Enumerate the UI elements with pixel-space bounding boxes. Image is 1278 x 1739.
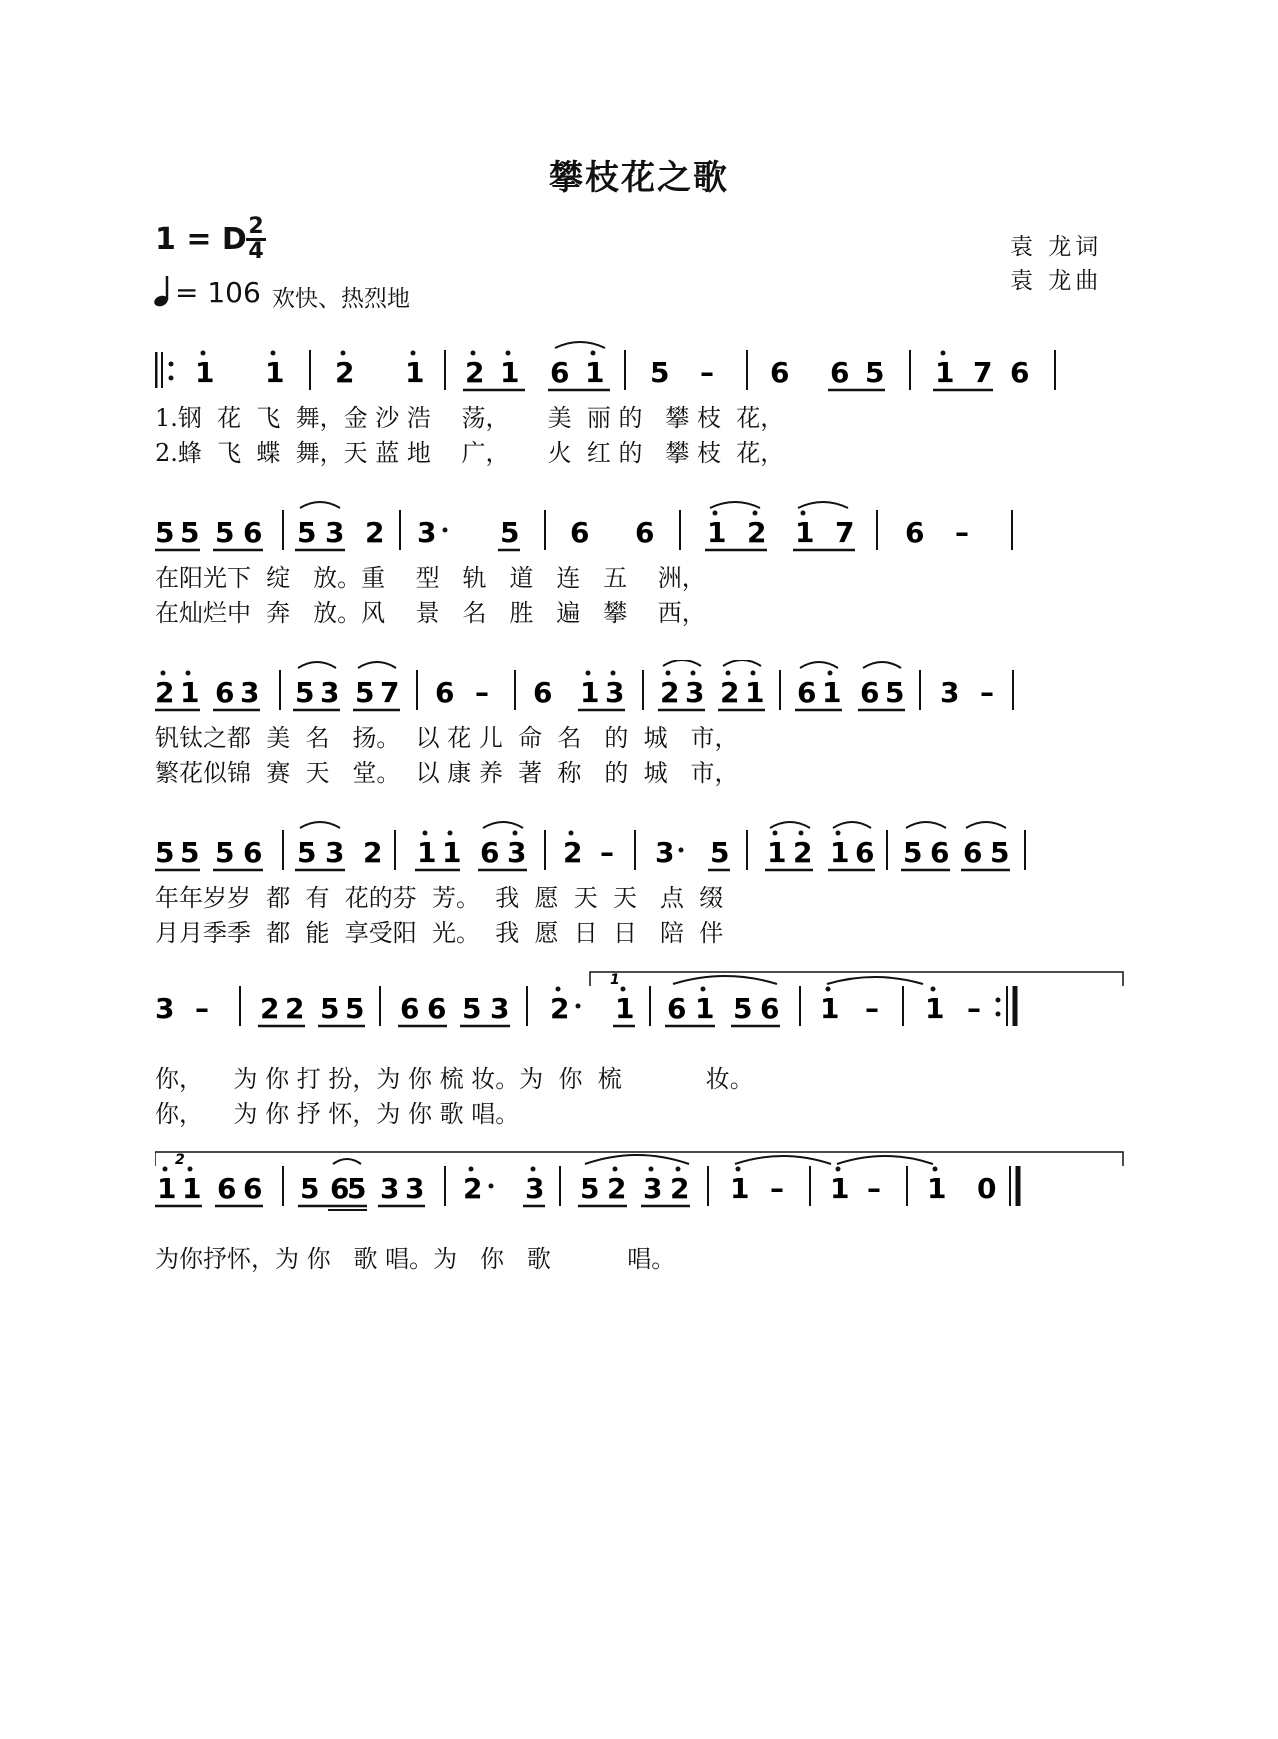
- svg-text:5: 5: [650, 356, 670, 389]
- svg-text:3: 3: [325, 836, 345, 869]
- svg-text:1: 1: [767, 836, 787, 869]
- volta-1-label: 1: [610, 972, 620, 988]
- lyrics-verse-2: 在灿烂中 奔 放。风 景 名 胜 遍 攀 西，: [155, 599, 706, 627]
- svg-text:6: 6: [667, 992, 687, 1025]
- svg-text:6: 6: [760, 992, 780, 1025]
- svg-text:–: –: [600, 836, 614, 869]
- svg-text:6: 6: [930, 836, 950, 869]
- key-signature: 1 = D: [155, 222, 247, 257]
- svg-text:6: 6: [400, 992, 420, 1025]
- svg-text:2: 2: [285, 992, 305, 1025]
- svg-text:5: 5: [215, 516, 235, 549]
- lyrics-verse-1: 年年岁岁 都 有 花的芬 芳。 我 愿 天 天 点 缀: [155, 884, 724, 912]
- lyrics-verse-1: 钒钛之都 美 名 扬。 以 花 儿 命 名 的 城 市，: [155, 724, 739, 752]
- svg-text:2: 2: [563, 836, 583, 869]
- svg-text:2: 2: [335, 356, 355, 389]
- svg-text:5: 5: [462, 992, 482, 1025]
- svg-text:6: 6: [330, 1172, 350, 1205]
- expression-marking: 欢快、热烈地: [272, 286, 410, 312]
- svg-text:3: 3: [643, 1172, 663, 1205]
- lyrics-verse-2: 2.蜂 飞 蝶 舞，天 蓝 地 广， 火 红 的 攀 枝 花，: [155, 439, 785, 467]
- svg-text:2: 2: [465, 356, 485, 389]
- svg-text:5: 5: [865, 356, 885, 389]
- lyrics-verse-2: 月月季季 都 能 享受阳 光。 我 愿 日 日 陪 伴: [155, 919, 724, 947]
- svg-text:1: 1: [580, 676, 600, 709]
- svg-text:1: 1: [830, 836, 850, 869]
- lyrics-verse-1: 在阳光下 绽 放。重 型 轨 道 连 五 洲，: [155, 564, 706, 592]
- svg-text:6: 6: [243, 516, 263, 549]
- svg-text:5: 5: [990, 836, 1010, 869]
- svg-text:3: 3: [490, 992, 510, 1025]
- svg-text:5: 5: [345, 992, 365, 1025]
- svg-text:7: 7: [835, 516, 855, 549]
- svg-text:–: –: [700, 356, 714, 389]
- svg-text:5: 5: [297, 836, 317, 869]
- svg-text:5: 5: [180, 836, 200, 869]
- svg-text:6: 6: [635, 516, 655, 549]
- svg-text:2: 2: [550, 992, 570, 1025]
- svg-text:6: 6: [217, 1172, 237, 1205]
- svg-text:1: 1: [795, 516, 815, 549]
- svg-text:1: 1: [822, 676, 842, 709]
- svg-text:–: –: [967, 992, 981, 1025]
- svg-text:5: 5: [155, 836, 175, 869]
- svg-text:1: 1: [157, 1172, 177, 1205]
- svg-text:2: 2: [363, 836, 383, 869]
- svg-text:2: 2: [607, 1172, 627, 1205]
- svg-text:1: 1: [745, 676, 765, 709]
- svg-text:7: 7: [973, 356, 993, 389]
- svg-text:1: 1: [195, 356, 215, 389]
- svg-text:6: 6: [550, 356, 570, 389]
- svg-text:–: –: [865, 992, 879, 1025]
- lyrics-verse-1: 1.钢 花 飞 舞，金 沙 浩 荡， 美 丽 的 攀 枝 花，: [155, 404, 785, 432]
- volta-2-label: 2: [175, 1152, 185, 1168]
- svg-text:2: 2: [670, 1172, 690, 1205]
- svg-text:6: 6: [797, 676, 817, 709]
- svg-text:5: 5: [180, 516, 200, 549]
- svg-text:6: 6: [570, 516, 590, 549]
- svg-text:3: 3: [605, 676, 625, 709]
- svg-text:–: –: [955, 516, 969, 549]
- lyricist-credit: 袁 龙词: [1010, 234, 1103, 260]
- svg-text:3: 3: [655, 836, 675, 869]
- svg-text:1: 1: [730, 1172, 750, 1205]
- svg-text:6: 6: [427, 992, 447, 1025]
- svg-text:6: 6: [905, 516, 925, 549]
- svg-text:1: 1: [500, 356, 520, 389]
- svg-text:1: 1: [830, 1172, 850, 1205]
- svg-text:6: 6: [770, 356, 790, 389]
- svg-text:3: 3: [507, 836, 527, 869]
- notation-line: [155, 1130, 1125, 1230]
- svg-text:5: 5: [297, 516, 317, 549]
- lyrics-verse-1: 你， 为 你 打 扮，为 你 梳 妆。为 你 梳 妆。: [155, 1065, 754, 1093]
- svg-text:6: 6: [533, 676, 553, 709]
- svg-text:6: 6: [963, 836, 983, 869]
- svg-text:1: 1: [442, 836, 462, 869]
- lyrics-verse-2: 繁花似锦 赛 天 堂。 以 康 养 著 称 的 城 市，: [155, 759, 739, 787]
- svg-text:3: 3: [405, 1172, 425, 1205]
- svg-text:2: 2: [747, 516, 767, 549]
- svg-text:2: 2: [365, 516, 385, 549]
- svg-text:3: 3: [685, 676, 705, 709]
- svg-text:1: 1: [820, 992, 840, 1025]
- svg-text:1: 1: [585, 356, 605, 389]
- svg-text:5: 5: [215, 836, 235, 869]
- svg-text:1: 1: [935, 356, 955, 389]
- svg-text:2: 2: [660, 676, 680, 709]
- svg-text:3: 3: [325, 516, 345, 549]
- notation-line: [155, 950, 1125, 1050]
- svg-text:2: 2: [155, 676, 175, 709]
- svg-text:6: 6: [435, 676, 455, 709]
- time-numerator: 2: [246, 216, 266, 241]
- svg-text:–: –: [475, 676, 489, 709]
- svg-text:3: 3: [940, 676, 960, 709]
- svg-text:3: 3: [417, 516, 437, 549]
- svg-text:1: 1: [265, 356, 285, 389]
- composer-credit: 袁 龙曲: [1010, 268, 1103, 294]
- svg-text:6: 6: [855, 836, 875, 869]
- svg-text:1: 1: [417, 836, 437, 869]
- svg-text:0: 0: [977, 1172, 997, 1205]
- svg-text:5: 5: [347, 1172, 367, 1205]
- svg-text:3: 3: [240, 676, 260, 709]
- svg-text:1: 1: [615, 992, 635, 1025]
- svg-text:6: 6: [243, 1172, 263, 1205]
- svg-text:5: 5: [300, 1172, 320, 1205]
- svg-text:1: 1: [927, 1172, 947, 1205]
- svg-text:3: 3: [380, 1172, 400, 1205]
- svg-text:5: 5: [155, 516, 175, 549]
- svg-text:2: 2: [793, 836, 813, 869]
- svg-text:5: 5: [580, 1172, 600, 1205]
- svg-text:5: 5: [903, 836, 923, 869]
- svg-text:6: 6: [215, 676, 235, 709]
- svg-text:5: 5: [295, 676, 315, 709]
- svg-text:–: –: [770, 1172, 784, 1205]
- svg-text:7: 7: [380, 676, 400, 709]
- song-title: 攀枝花之歌: [549, 158, 729, 198]
- svg-text:5: 5: [733, 992, 753, 1025]
- svg-text:5: 5: [500, 516, 520, 549]
- svg-text:1: 1: [180, 676, 200, 709]
- svg-text:2: 2: [720, 676, 740, 709]
- svg-text:2: 2: [260, 992, 280, 1025]
- svg-text:6: 6: [1010, 356, 1030, 389]
- svg-text:3: 3: [155, 992, 175, 1025]
- svg-text:3: 3: [320, 676, 340, 709]
- svg-text:5: 5: [710, 836, 730, 869]
- lyrics-verse-2: 你， 为 你 抒 怀，为 你 歌 唱。: [155, 1100, 520, 1128]
- svg-text:1: 1: [707, 516, 727, 549]
- tempo-marking: = 106: [175, 276, 261, 309]
- svg-text:6: 6: [860, 676, 880, 709]
- svg-text:5: 5: [320, 992, 340, 1025]
- svg-text:6: 6: [243, 836, 263, 869]
- svg-text:–: –: [867, 1172, 881, 1205]
- svg-text:5: 5: [355, 676, 375, 709]
- svg-text:1: 1: [925, 992, 945, 1025]
- time-denominator: 4: [248, 239, 264, 264]
- svg-text:3: 3: [525, 1172, 545, 1205]
- svg-text:6: 6: [830, 356, 850, 389]
- svg-text:–: –: [980, 676, 994, 709]
- svg-text:2: 2: [463, 1172, 483, 1205]
- svg-text:6: 6: [480, 836, 500, 869]
- svg-text:1: 1: [695, 992, 715, 1025]
- time-signature: [246, 216, 266, 263]
- svg-text:5: 5: [885, 676, 905, 709]
- svg-text:–: –: [195, 992, 209, 1025]
- svg-text:1: 1: [182, 1172, 202, 1205]
- lyrics-verse-1: 为你抒怀，为 你 歌 唱。为 你 歌 唱。: [155, 1245, 676, 1273]
- svg-text:1: 1: [405, 356, 425, 389]
